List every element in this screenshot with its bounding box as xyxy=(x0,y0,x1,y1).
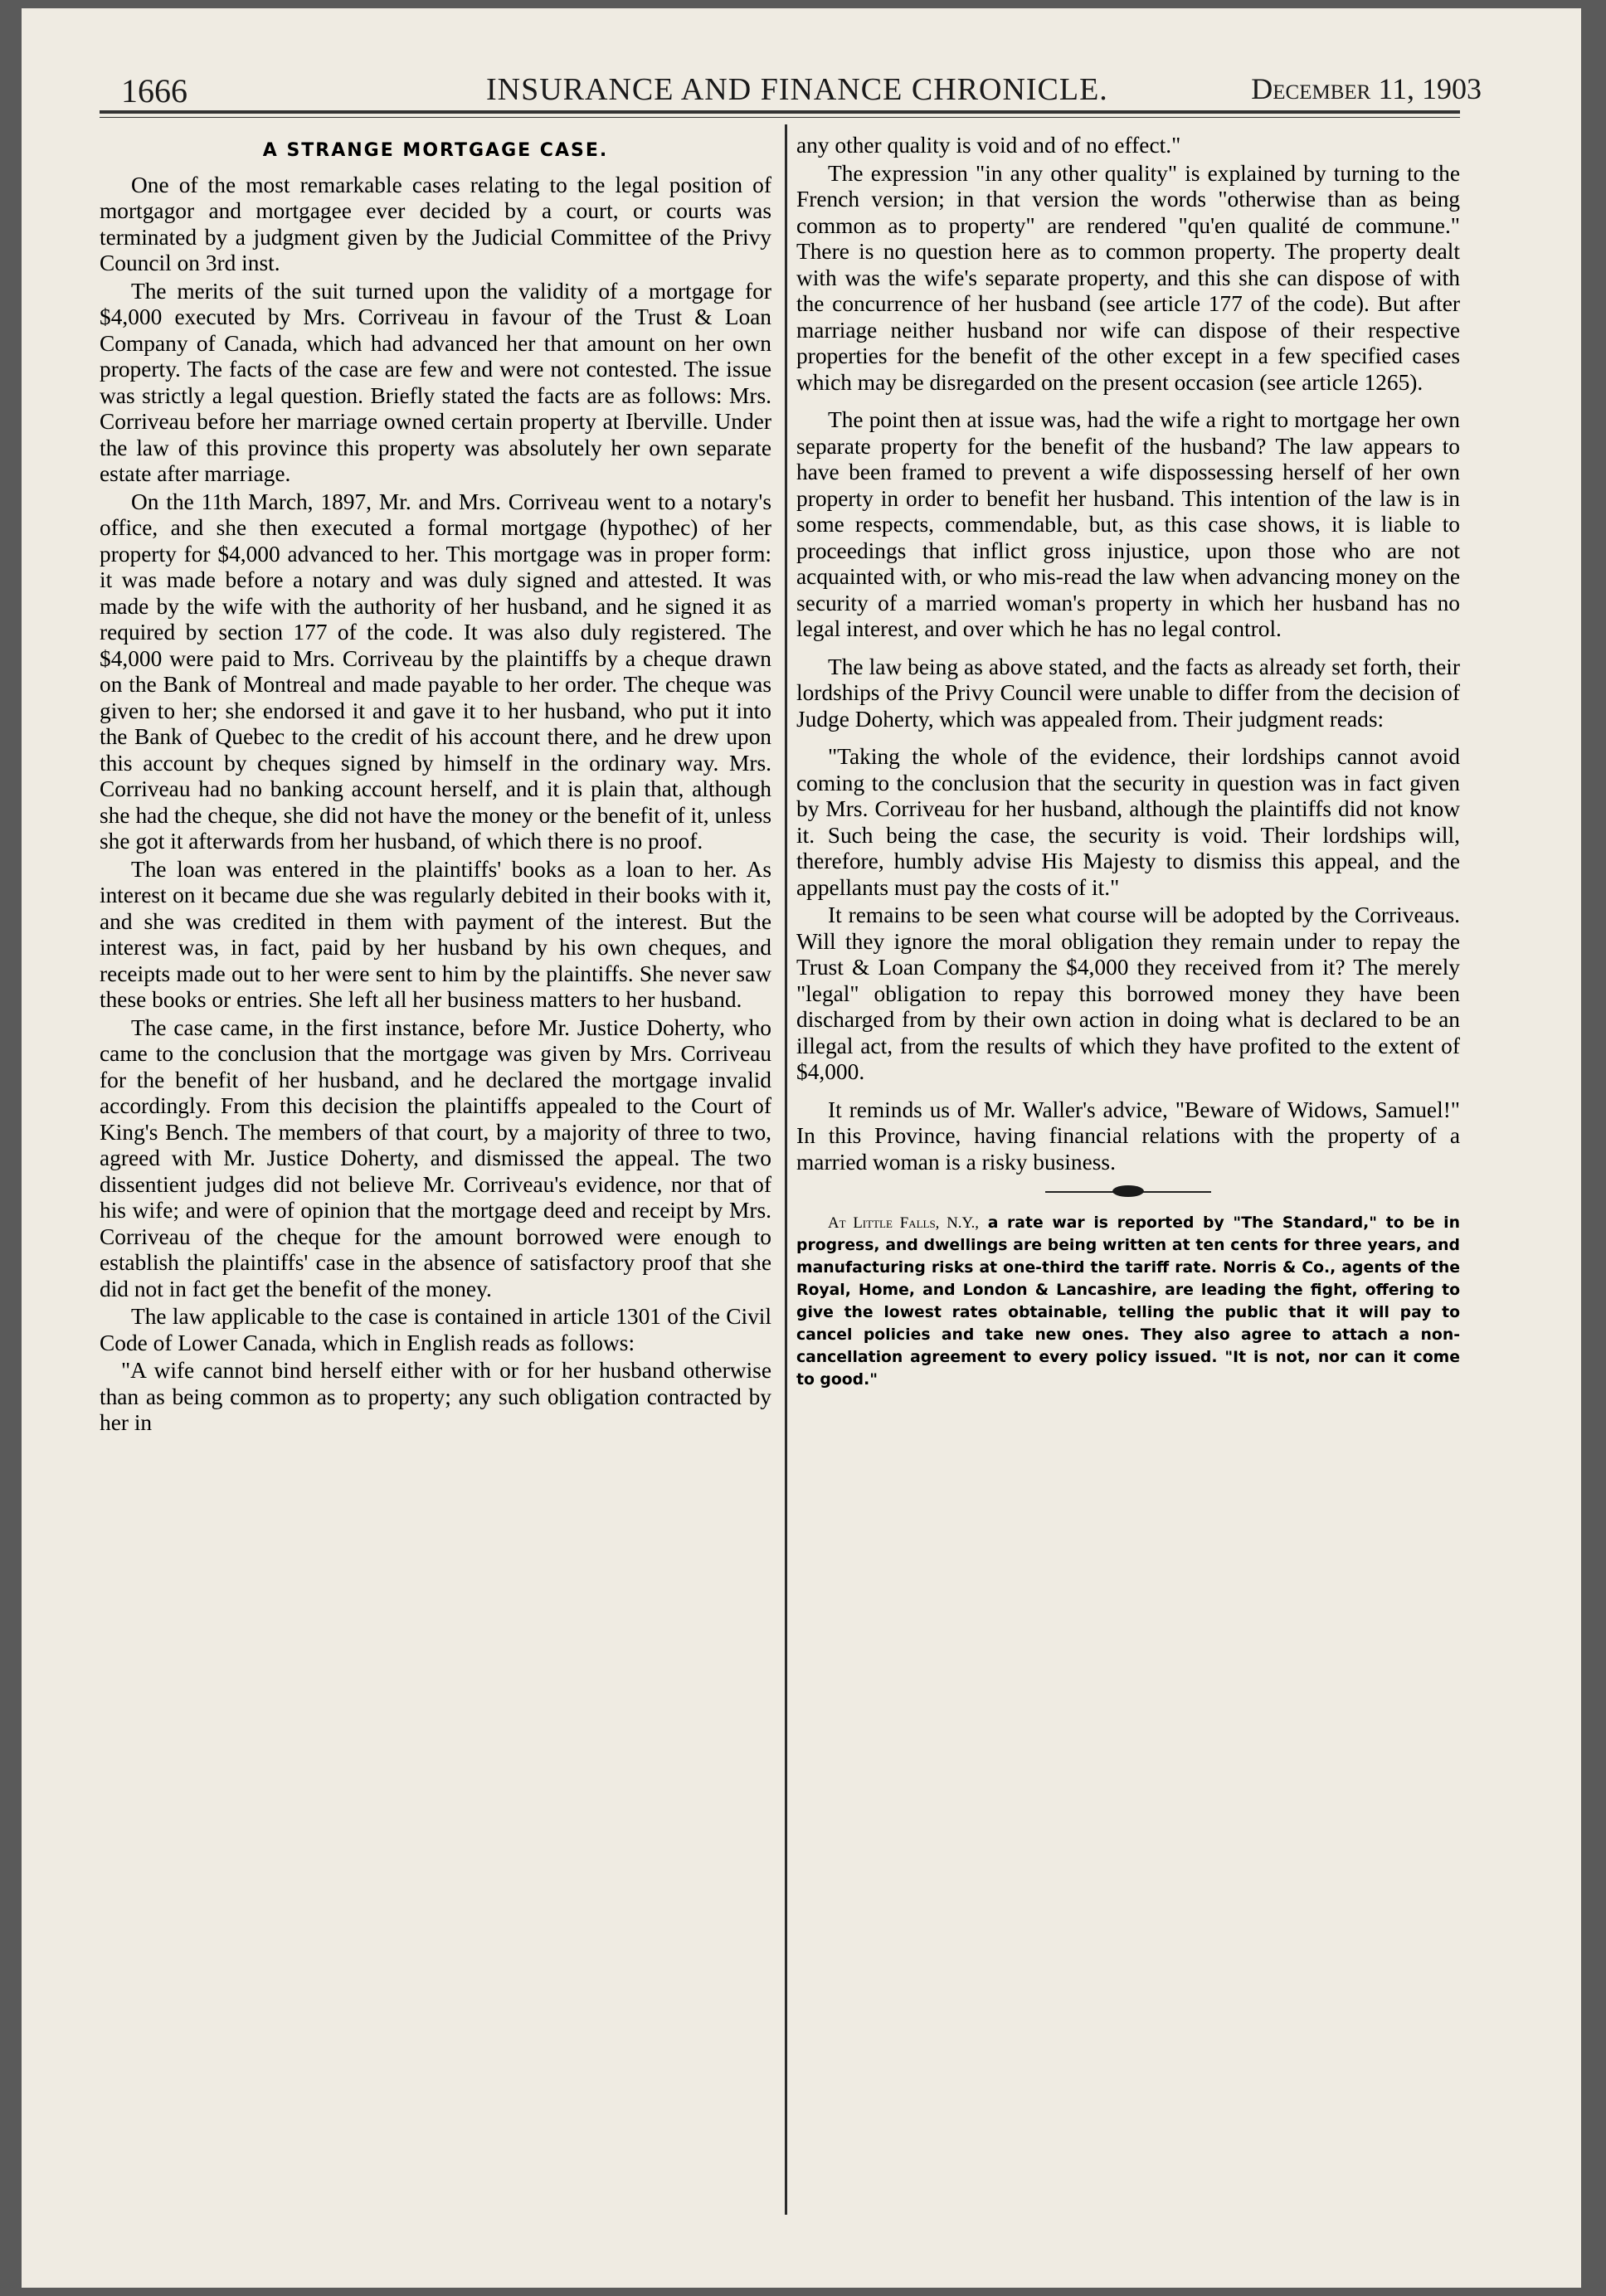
page-header xyxy=(121,71,1482,121)
news-note-body: a rate war is reported by "The Standard," to be in progress, and dwellings are being written at ten cents for three years, and manufacturing risks at one-third the tariff rate. Norris & Co., agents of the Royal, Home, and London & Lancashire, are leading the fight, offering to give the lowest rates obtainable, telling the public that it will pay to cancel policies and take new ones. They also agree to attach a non-cancellation agreement to every policy issued. "It is not, nor can it come to good." xyxy=(796,1214,1460,1389)
left-column xyxy=(100,133,771,1437)
paragraph-gap xyxy=(796,1086,1460,1097)
article-paragraph: It reminds us of Mr. Waller's advice, "Beware of Widows, Samuel!" In this Province, having financial relations with the property of a married woman is a risky business. xyxy=(796,1097,1460,1175)
article-paragraph: One of the most remarkable cases relating to the legal position of mortgagor and mortgagee ever decided by a court, or courts was terminated by a judgment given by the Judicial Committee of the Privy Council on 3rd inst. xyxy=(100,172,771,275)
issue-date: December 11, 1903 xyxy=(1251,72,1482,105)
paragraph-gap xyxy=(796,643,1460,654)
article-paragraph: any other quality is void and of no effect." xyxy=(796,133,1181,158)
article-paragraph: The point then at issue was, had the wife a right to mortgage her own separate property for the benefit of the husband? The law appears to have been framed to prevent a wife dispossessing herself of her own property in order to benefit her husband. This intention of the law is in some respects, commendable, but, as this case shows, it is liable to proceedings that inflict gross injustice, upon those who are not acquainted with, or who mis-read the law when advancing money on the security of a married woman's property in which her husband has no legal interest, and over which he has no legal control. xyxy=(796,407,1460,641)
paragraph-gap xyxy=(796,396,1460,407)
article-paragraph: The expression "in any other quality" is explained by turning to the French version; in that version the words "otherwise than as being common as to property" are rendered "qu'en qualité de commune." There is no question here as to common property. The property dealt with was the wife's separate property, and this she can dispose of with the concurrence of her husband (see article 177 of the code). But after marriage neither husband nor wife can dispose of their respective properties for the benefit of the other except in a few specified cases which may be disregarded on the present occasion (see article 1265). xyxy=(796,160,1460,395)
article-quote: "A wife cannot bind herself either with or for her husband otherwise than as being common as to property; any such obligation contracted by her in xyxy=(100,1358,771,1435)
article-paragraph: It remains to be seen what course will be adopted by the Corriveaus. Will they ignore the moral obligation they remain under to repay the Trust & Loan Company the $4,000 they received from it? The merely "legal" obligation to repay this borrowed money they have been discharged from by their own action in doing what is declared to be an illegal act, from the results of which they have profited to the extent of $4,000. xyxy=(796,902,1460,1084)
article-quote: "Taking the whole of the evidence, their lordships cannot avoid coming to the conclusion that the security in question was in fact given by Mrs. Corriveau for her husband, although the plaintiffs did not know it. Such being the case, the security is void. Their lordships will, therefore, humbly advise His Majesty to dismiss this appeal, and the appellants must pay the costs of it." xyxy=(796,744,1460,900)
news-note xyxy=(796,1212,1460,1391)
publication-title: INSURANCE AND FINANCE CHRONICLE. xyxy=(486,72,1108,107)
section-ornament xyxy=(796,1184,1460,1200)
right-column xyxy=(796,133,1460,1391)
page-number: 1666 xyxy=(121,72,187,109)
article-paragraph: The loan was entered in the plaintiffs' books as a loan to her. As interest on it became due she was regularly debited in their books with it, and she was credited in them with payment of the interest. But the interest was, in fact, paid by her husband by his own cheques, and receipts made out to her were sent to him by the plaintiffs. She never saw these books or entries. She left all her business matters to her husband. xyxy=(100,856,771,1012)
header-rule-thin xyxy=(100,117,1460,118)
article-paragraph: The law being as above stated, and the facts as already set forth, their lordships of the Privy Council were unable to differ from the decision of Judge Doherty, which was appealed from. Their judgment reads: xyxy=(796,654,1460,732)
header-rule xyxy=(100,110,1460,114)
column-divider xyxy=(785,124,787,2215)
paragraph-gap xyxy=(796,732,1460,744)
article-paragraph: On the 11th March, 1897, Mr. and Mrs. Corriveau went to a notary's office, and she then executed a formal mortgage (hypothec) of her property for $4,000 advanced to her. This mortgage was in proper form: it was made before a notary and was duly signed and attested. It was made by the wife with the authority of her husband, and he signed it as required by section 177 of the code. It was also duly registered. The $4,000 were paid to Mrs. Corriveau by the plaintiffs by a cheque drawn on the Bank of Montreal and made payable to her order. The cheque was given to her; she endorsed it and gave it to her husband, who put it into the Bank of Quebec to the credit of his account there, and he drew upon this account by cheques signed by himself in the ordinary way. Mrs. Corriveau had no banking account herself, and it is plain that, although she had the cheque, she did not have the money or the benefit of it, unless she got it afterwards from her husband, of which there is no proof. xyxy=(100,489,771,854)
article-title: A STRANGE MORTGAGE CASE. xyxy=(262,140,609,161)
article-paragraph: The case came, in the first instance, before Mr. Justice Doherty, who came to the conclusion that the mortgage was given by Mrs. Corriveau for the benefit of her husband, and he declared the mortgage invalid accordingly. From this decision the plaintiffs appealed to the Court of King's Bench. The members of that court, by a majority of three to two, agreed with Mr. Justice Doherty, and dismissed the appeal. The two dissentient judges did not believe Mr. Corriveau's evidence, nor that of his wife; and were of opinion that the mortgage deed and receipt by Mrs. Corriveau of the cheque for the amount borrowed were enough to establish the plaintiffs' case in the absence of satisfactory proof that she did not in fact get the benefit of the money. xyxy=(100,1014,771,1301)
news-note-lead: At Little Falls, N.Y., xyxy=(828,1214,979,1232)
article-paragraph: The law applicable to the case is contained in article 1301 of the Civil Code of Lower Canada, which in English reads as follows: xyxy=(100,1304,771,1355)
article-paragraph: The merits of the suit turned upon the validity of a mortgage for $4,000 executed by Mrs. Corriveau in favour of the Trust & Loan Company of Canada, which had advanced her that amount on her own property. The facts of the case are few and were not contested. The issue was strictly a legal question. Briefly stated the facts are as follows: Mrs. Corriveau before her marriage owned certain property at Iberville. Under the law of this province this property was absolutely her own separate estate after marriage. xyxy=(100,278,771,486)
ornament-dot xyxy=(1112,1185,1144,1197)
